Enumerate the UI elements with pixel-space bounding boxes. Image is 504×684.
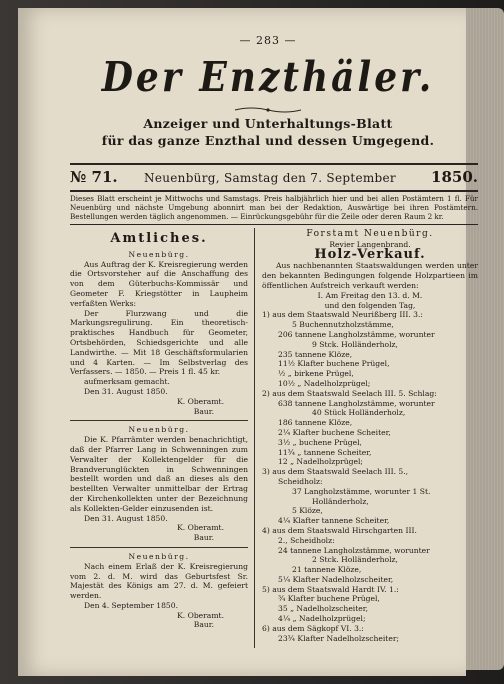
- lot-line: 5) aus dem Staatswald Hardt IV. 1.:: [262, 584, 399, 594]
- masthead-subtitle-line1: Anzeiger und Unterhaltungs-Blatt: [143, 116, 393, 131]
- lot-line: 4¼ „ Nadelholzprügel;: [278, 614, 366, 624]
- lot-line: 2¼ Klafter buchene Scheiter,: [278, 427, 391, 437]
- sale-date-followup: und den folgenden Tag,: [324, 300, 416, 310]
- sale-intro: Aus nachbenannten Staatswaldungen werden unter den bekannten Bedingungen folgende Holzpartieen im öffentlichen Aufstreich verkauft werden:: [262, 261, 478, 290]
- issue-line: [70, 168, 478, 188]
- article2-sign-name: Baur.: [193, 533, 214, 543]
- section-heading-holz-verkauf: Holz-Verkauf.: [314, 246, 426, 262]
- section-heading-amtliches: Amtliches.: [110, 231, 208, 246]
- article1-closing: aufmerksam gemacht.: [84, 377, 170, 387]
- lot-line: 206 tannene Langholzstämme, worunter: [278, 329, 435, 339]
- lot-line: 35 „ Nadelholzscheiter,: [278, 604, 368, 614]
- lot-line: 6) aus dem Sägkopf VI. 3.:: [262, 623, 364, 633]
- article1-sign-office: K. Oberamt.: [177, 396, 224, 406]
- lot-line: 12 „ Nadelholzprügel;: [278, 457, 363, 467]
- left-column: [70, 230, 248, 630]
- masthead-subtitle-line2: für das ganze Enzthal und dessen Umgegend.: [101, 133, 435, 148]
- sale-date: I. Am Freitag den 13. d. M.: [317, 290, 423, 300]
- rule-notice: [70, 224, 478, 225]
- rule-mid: [70, 190, 478, 192]
- lot-line: 1) aus dem Staatswald Neurißberg III. 3.:: [262, 310, 423, 320]
- rule-top: [70, 163, 478, 165]
- forest-office: Forstamt Neuenbürg.: [306, 229, 434, 239]
- lot-line: Holländerholz,: [312, 496, 369, 506]
- issue-number: № 71.: [70, 168, 118, 186]
- lot-line: 5 Klöze,: [292, 506, 323, 516]
- lot-line: 3½ „ buchene Prügel,: [278, 437, 362, 447]
- lot-line: 37 Langholzstämme, worunter 1 St.: [292, 486, 431, 496]
- lot-line: 21 tannene Klöze,: [292, 565, 362, 575]
- lot-line: 40 Stück Holländerholz,: [312, 408, 406, 418]
- article3-sign-office: K. Oberamt.: [177, 610, 224, 620]
- lot-line: Scheidholz:: [278, 476, 323, 486]
- lot-line: 9 Stck. Holländerholz,: [312, 339, 398, 349]
- lot-line: 186 tannene Klöze,: [278, 418, 353, 428]
- column-divider: [254, 228, 255, 648]
- lot-line: 4¼ Klafter tannene Scheiter,: [278, 516, 390, 526]
- right-column: [262, 230, 478, 643]
- lot-line: 3) aus dem Staatswald Seelach III. 5.,: [262, 467, 409, 477]
- lot-line: 5¼ Klafter Nadelholzscheiter,: [278, 574, 394, 584]
- article1-place: Neuenbürg.: [128, 249, 190, 259]
- subscription-notice: Dieses Blatt erscheint je Mittwochs und Samstags. Preis halbjährlich hier und bei allen Postämtern 1 fl. Für Neuenbürg und nächste Umgebung abonnirt man bei der Redaktion, Auswärtige bei ihren Postämtern. Bestellungen werden täglich angenommen. — Einrückungsgebühr für die Zeile oder deren Raum 2 kr.: [70, 194, 478, 221]
- issue-place-date: Neuenbürg, Samstag den 7. September: [144, 171, 396, 185]
- article1-date: Den 31. August 1850.: [84, 386, 168, 396]
- article3-place: Neuenbürg.: [128, 551, 190, 561]
- lot-line: 11½ Klafter buchene Prügel,: [278, 359, 390, 369]
- article-divider: [70, 420, 248, 421]
- newspaper-page: [18, 8, 478, 676]
- article3-date: Den 4. September 1850.: [84, 600, 178, 610]
- lot-line: ½ „ birkene Prügel,: [278, 369, 354, 379]
- lot-line: 24 tannene Langholzstämme, worunter: [278, 545, 430, 555]
- lot-line: 2) aus dem Staatswald Seelach III. 5. Schlag:: [262, 388, 437, 398]
- lot-line: 638 tannene Langholzstämme, worunter: [278, 398, 435, 408]
- ornament-flourish: [233, 106, 303, 114]
- page-number: — 283 —: [239, 34, 297, 47]
- lot-line: 235 tannene Klöze,: [278, 349, 353, 359]
- article1-sign-name: Baur.: [193, 406, 214, 416]
- lot-line: ¾ Klafter buchene Prügel,: [278, 594, 380, 604]
- article2-place: Neuenbürg.: [128, 425, 190, 435]
- lot-line: 2 Stck. Holländerholz,: [312, 555, 398, 565]
- sale-lot-list: [262, 310, 478, 643]
- issue-year: 1850.: [431, 168, 478, 186]
- article2-text: Die K. Pfarrämter werden benachrichtigt, daß der Pfarrer Lang in Schwenningen zum Verwalter der Kollektengelder für die Brandverunglückten in Schwenningen bestellt worden und daß an dieses als den bestellten Verwalter unmittelbar der Ertrag der Kirchenkollekten unter der Bezeichnung als Kollekten-Gelder einzusenden ist.: [70, 435, 248, 513]
- article-divider: [70, 547, 248, 548]
- lot-line: 5 Buchennutzholzstämme,: [292, 320, 394, 330]
- article3-text: Nach einem Erlaß der K. Kreisregierung vom 2. d. M. wird das Geburtsfest Sr. Majestät des Königs am 27. d. M. gefeiert werden.: [70, 561, 248, 601]
- article3-sign-name: Baur.: [193, 620, 214, 630]
- article2-sign-office: K. Oberamt.: [177, 523, 224, 533]
- masthead-title: Der Enzthäler.: [101, 52, 435, 102]
- lot-line: 23¾ Klafter Nadelholzscheiter;: [278, 633, 400, 643]
- article2-date: Den 31. August 1850.: [84, 513, 168, 523]
- lot-line: 10½ „ Nadelholzprügel;: [278, 378, 371, 388]
- lot-line: 2., Scheidholz:: [278, 535, 335, 545]
- forest-district: Revier Langenbrand.: [329, 239, 411, 249]
- lot-line: 11¾ „ tannene Scheiter,: [278, 447, 372, 457]
- article1-text: Aus Auftrag der K. Kreisregierung werden die Ortsvorsteher auf die Anschaffung des von dem Güterbuchs-Kommissär und Geometer F. Kriegstötter in Laupheim verfaßten Werks:: [70, 259, 248, 308]
- lot-line: 4) aus dem Staatswald Hirschgarten III.: [262, 525, 417, 535]
- article1-book-title: Der Flurzwang und die Markungsregulirung. Ein theoretisch-praktisches Handbuch für Geometer, Ortsbehörden, Schiedsgerichte und alle Landwirthe. — Mit 18 Geschäftsformularien und 4 Karten. — Im Selbstverlag des Verfassers. — 1850. — Preis 1 fl. 45 kr.: [70, 308, 248, 377]
